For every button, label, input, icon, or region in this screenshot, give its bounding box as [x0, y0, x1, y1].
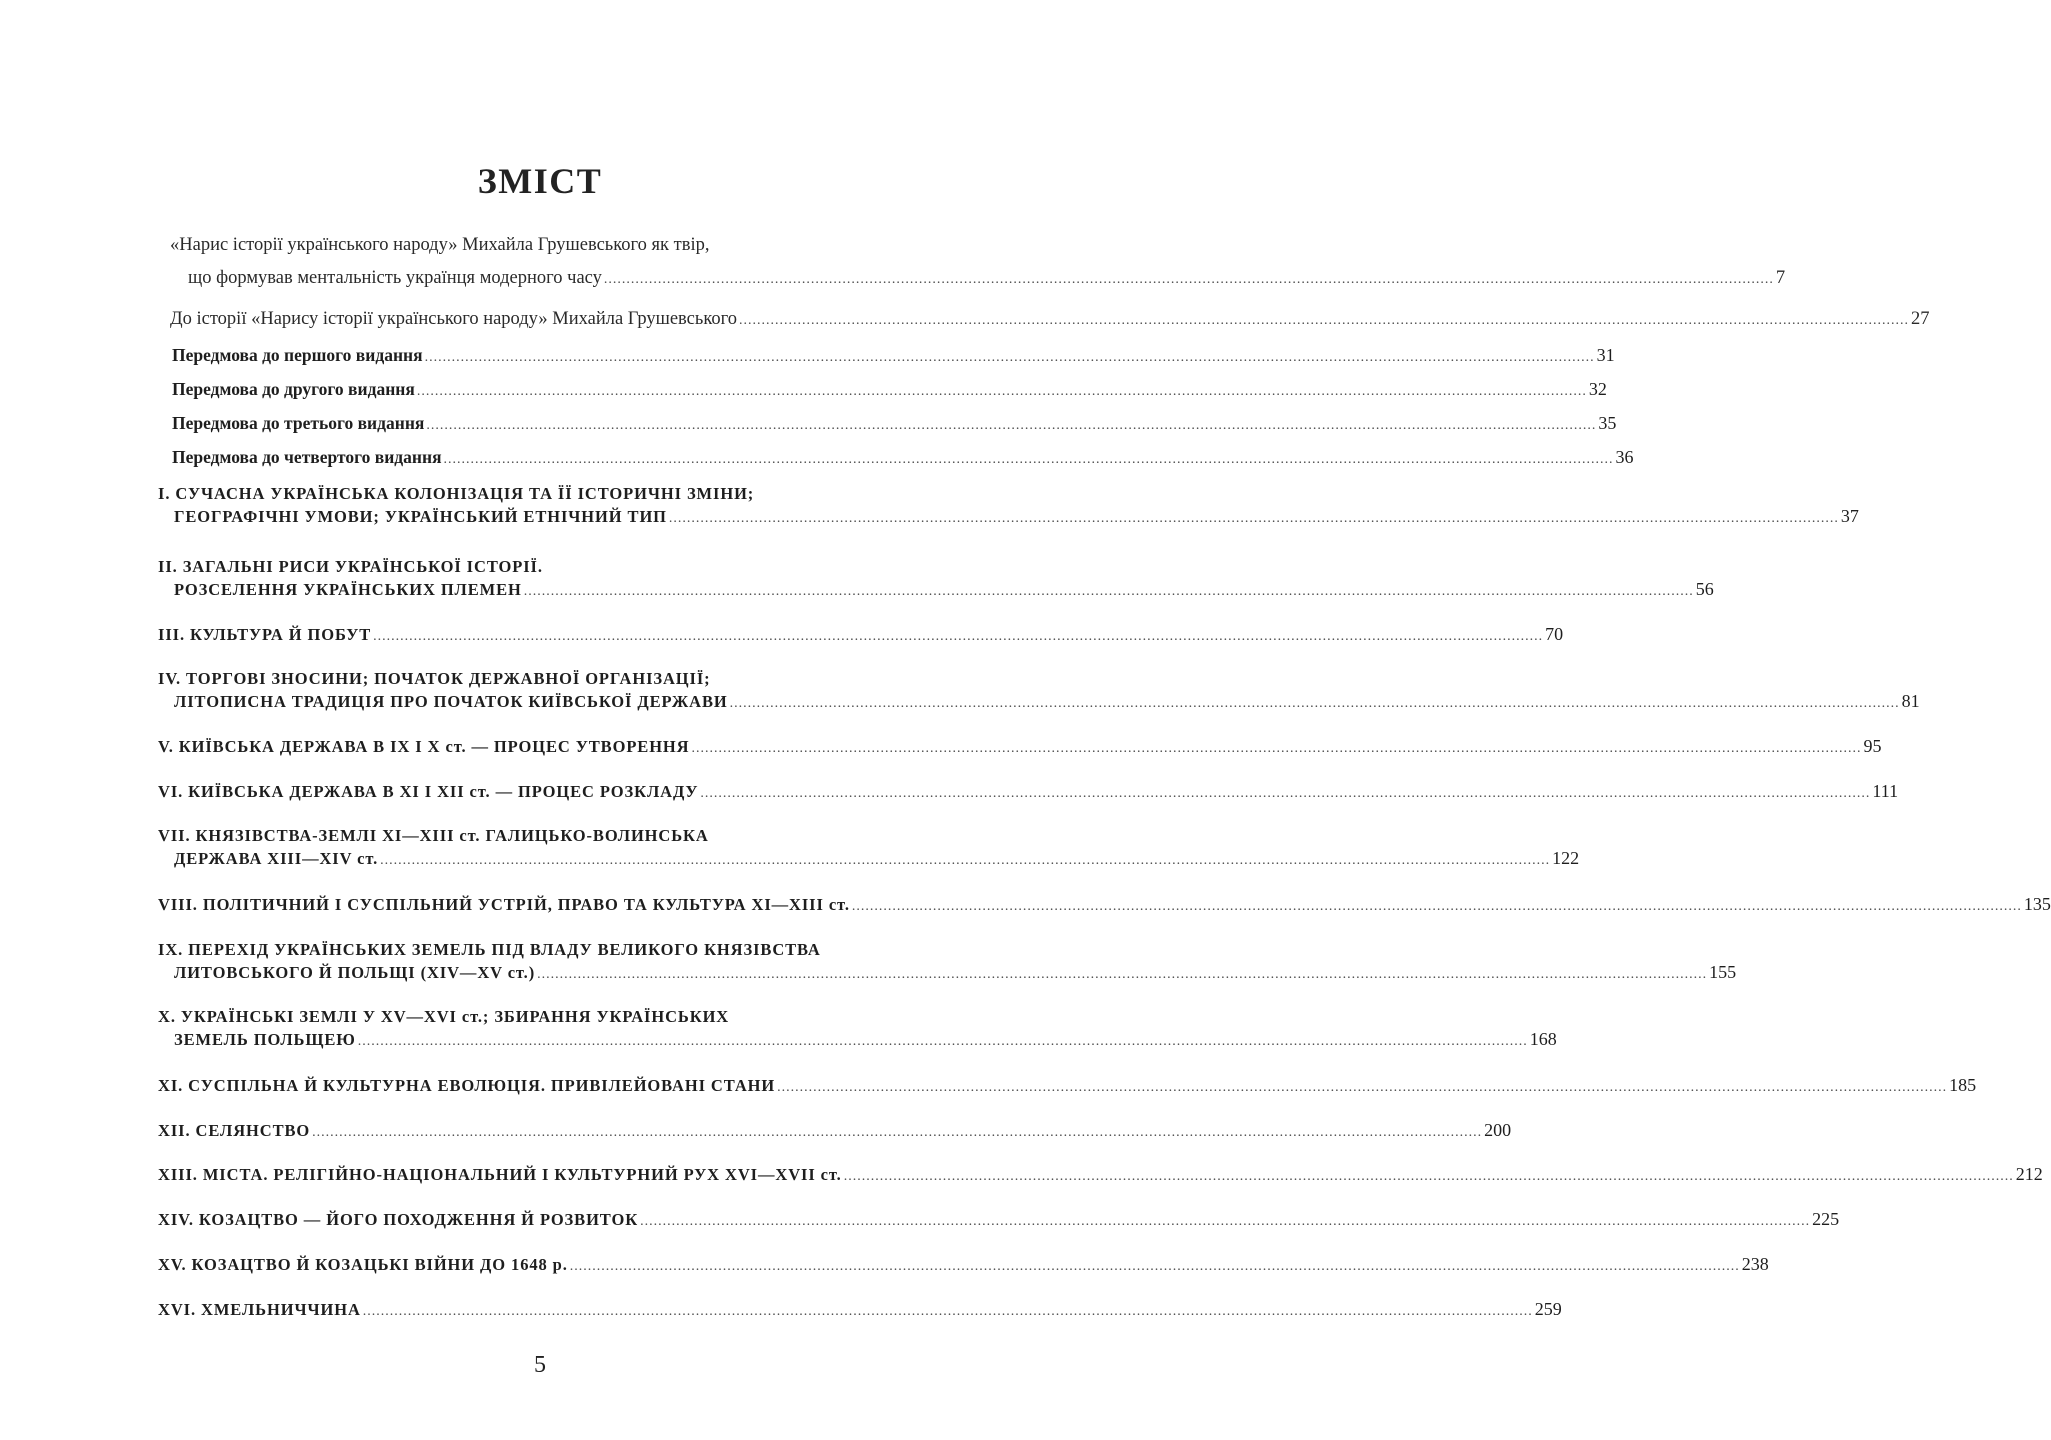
toc-page-number: 185 — [1949, 1075, 1977, 1095]
dot-leader — [380, 849, 1550, 872]
toc-entry[interactable] — [158, 482, 1859, 530]
toc-entry-last-line — [158, 735, 1882, 760]
toc-entry[interactable] — [158, 406, 1617, 443]
toc-entry-last-line — [158, 893, 2051, 918]
toc-entry[interactable] — [158, 780, 1899, 805]
toc-page-number: 27 — [1911, 309, 1930, 329]
dot-leader — [640, 1210, 1810, 1233]
dot-leader — [524, 580, 1694, 603]
toc-entry-last-line — [158, 623, 1564, 648]
toc-page-number: 7 — [1775, 268, 1786, 288]
toc-entry-line — [158, 1005, 904, 1028]
toc-entry-title: ЛІТОПИСНА ТРАДИЦІЯ ПРО ПОЧАТОК КИЇВСЬКОЇ ДЕРЖАВИ — [174, 692, 728, 711]
toc-entry-last-line — [158, 1119, 1512, 1144]
toc-entry-last-line — [158, 262, 1786, 296]
dot-leader — [358, 1030, 1528, 1053]
toc-entry[interactable] — [158, 440, 1634, 477]
toc-entry-title: X. УКРАЇНСЬКІ ЗЕМЛІ У XV—XVI ст.; ЗБИРАННЯ УКРАЇНСЬКИХ — [158, 1007, 730, 1026]
toc-entry[interactable] — [158, 938, 1737, 986]
toc-entry-title: XIV. КОЗАЦТВО — ЙОГО ПОХОДЖЕННЯ Й РОЗВИТОК — [158, 1210, 639, 1229]
toc-entry-title: III. КУЛЬТУРА Й ПОБУТ — [158, 625, 372, 644]
toc-entry-last-line — [158, 505, 1859, 530]
toc-entry-line — [158, 229, 904, 262]
toc-entry-title: IX. ПЕРЕХІД УКРАЇНСЬКИХ ЗЕМЕЛЬ ПІД ВЛАДУ ВЕЛИКОГО КНЯЗІВСТВА — [158, 940, 821, 959]
dot-leader — [604, 263, 1774, 296]
toc-entry-last-line — [158, 1163, 2043, 1188]
toc-entry-line — [158, 482, 904, 505]
toc-entry-title: VI. КИЇВСЬКА ДЕРЖАВА В XI І XII ст. — ПРОЦЕС РОЗКЛАДУ — [158, 782, 699, 801]
toc-entry-title: XIII. МІСТА. РЕЛІГІЙНО-НАЦІОНАЛЬНИЙ І КУЛЬТУРНИЙ РУХ XVI—XVII ст. — [158, 1165, 842, 1184]
dot-leader — [363, 1300, 1533, 1323]
toc-entry-title: V. КИЇВСЬКА ДЕРЖАВА В IX І X ст. — ПРОЦЕС УТВОРЕННЯ — [158, 737, 690, 756]
toc-entry[interactable] — [158, 1163, 2043, 1188]
toc-entry[interactable] — [158, 1005, 1557, 1053]
toc-entry-last-line — [158, 303, 1930, 337]
dot-leader — [417, 375, 1587, 409]
toc-entry-title: XI. СУСПІЛЬНА Й КУЛЬТУРНА ЕВОЛЮЦІЯ. ПРИВІЛЕЙОВАНІ СТАНИ — [158, 1076, 776, 1095]
dot-leader — [691, 737, 1861, 760]
toc-entry-line — [158, 555, 904, 578]
toc-entry-last-line — [158, 1028, 1557, 1053]
toc-entry-last-line — [158, 1253, 1769, 1278]
toc-entry-title: XVI. ХМЕЛЬНИЧЧИНА — [158, 1300, 361, 1319]
toc-entry-title: XII. СЕЛЯНСТВО — [158, 1121, 311, 1140]
toc-entry-title: II. ЗАГАЛЬНІ РИСИ УКРАЇНСЬКОЇ ІСТОРІЇ. — [158, 557, 543, 576]
toc-entry[interactable] — [158, 1208, 1840, 1233]
toc-entry-title: Передмова до третього видання — [172, 413, 425, 433]
toc-page-number: 56 — [1695, 579, 1714, 599]
toc-page-number: 70 — [1545, 624, 1564, 644]
toc-entry-title: ГЕОГРАФІЧНІ УМОВИ; УКРАЇНСЬКИЙ ЕТНІЧНИЙ ТИП — [174, 507, 667, 526]
toc-page-number: 238 — [1741, 1254, 1769, 1274]
toc-entry[interactable] — [158, 1298, 1562, 1323]
toc-entry-last-line — [158, 1298, 1562, 1323]
toc-entry-title: I. СУЧАСНА УКРАЇНСЬКА КОЛОНІЗАЦІЯ ТА ЇЇ ІСТОРИЧНІ ЗМІНИ; — [158, 484, 755, 503]
toc-page-number: 122 — [1552, 848, 1580, 868]
toc-entry-title: IV. ТОРГОВІ ЗНОСИНИ; ПОЧАТОК ДЕРЖАВНОЇ ОРГАНІЗАЦІЇ; — [158, 669, 711, 688]
toc-page-number: 111 — [1872, 781, 1899, 801]
toc-entry[interactable] — [158, 735, 1882, 760]
dot-leader — [444, 443, 1614, 477]
toc-entry-line — [158, 938, 904, 961]
toc-entry-last-line — [158, 690, 1920, 715]
toc-entry[interactable] — [158, 372, 1607, 409]
dot-leader — [426, 409, 1596, 443]
toc-entry-last-line — [158, 847, 1580, 872]
toc-page-number: 32 — [1588, 379, 1607, 399]
page-number: 5 — [534, 1352, 546, 1378]
toc-page-number: 36 — [1615, 447, 1634, 467]
toc-entry-title: ЗЕМЕЛЬ ПОЛЬЩЕЮ — [174, 1030, 356, 1049]
dot-leader — [312, 1121, 1482, 1144]
toc-entry-last-line — [158, 406, 1617, 443]
toc-page-number: 37 — [1840, 506, 1859, 526]
toc-entry-title: Передмова до четвертого видання — [172, 447, 442, 467]
toc-entry-title: ДЕРЖАВА XIII—XIV ст. — [174, 849, 379, 868]
dot-leader — [373, 625, 1543, 648]
toc-page-number: 212 — [2015, 1164, 2043, 1184]
dot-leader — [777, 1076, 1947, 1099]
toc-entry-last-line — [158, 440, 1634, 477]
dot-leader — [730, 692, 1900, 715]
toc-entry-line — [158, 667, 904, 690]
toc-entry-title: До історії «Нарису історії українського народу» Михайла Грушевського — [170, 309, 737, 329]
toc-entry-title: Передмова до першого видання — [172, 345, 423, 365]
toc-entry-last-line — [158, 372, 1607, 409]
dot-leader — [669, 507, 1839, 530]
toc-page-number: 31 — [1596, 345, 1615, 365]
toc-page-number: 259 — [1534, 1299, 1562, 1319]
toc-entry[interactable] — [158, 1074, 1977, 1099]
toc-page-number: 200 — [1484, 1120, 1512, 1140]
toc-entry-last-line — [158, 1074, 1977, 1099]
toc-entry-last-line — [158, 338, 1615, 375]
toc-entry-title: ЛИТОВСЬКОГО Й ПОЛЬЩІ (XIV—XV ст.) — [174, 963, 536, 982]
toc-entry[interactable] — [158, 303, 1930, 337]
toc-page-number: 81 — [1901, 691, 1920, 711]
toc-page-number: 135 — [2023, 894, 2051, 914]
dot-leader — [700, 782, 1870, 805]
page-title: ЗМІСТ — [477, 161, 603, 201]
toc-page-number: 225 — [1812, 1209, 1840, 1229]
toc-page-number: 95 — [1863, 736, 1882, 756]
toc-entry[interactable] — [158, 667, 1920, 715]
toc-entry-title: VII. КНЯЗІВСТВА-ЗЕМЛІ XI—XIII ст. ГАЛИЦЬКО-ВОЛИНСЬКА — [158, 826, 709, 845]
toc-entry-title: VIII. ПОЛІТИЧНИЙ І СУСПІЛЬНИЙ УСТРІЙ, ПРАВО ТА КУЛЬТУРА XI—XIII ст. — [158, 895, 850, 914]
dot-leader — [739, 304, 1909, 337]
toc-entry[interactable] — [158, 338, 1615, 375]
toc-entry-title: «Нарис історії українського народу» Михайла Грушевського як твір, — [170, 235, 710, 255]
dot-leader — [844, 1165, 2014, 1188]
toc-entry-line — [158, 824, 904, 847]
toc-entry-title: Передмова до другого видання — [172, 379, 415, 399]
toc-entry-last-line — [158, 1208, 1840, 1233]
dot-leader — [570, 1255, 1740, 1278]
dot-leader — [425, 341, 1595, 375]
toc-entry-last-line — [158, 780, 1899, 805]
toc-entry[interactable] — [158, 229, 1786, 296]
toc-entry-last-line — [158, 578, 1714, 603]
toc-entry-title: РОЗСЕЛЕННЯ УКРАЇНСЬКИХ ПЛЕМЕН — [174, 580, 522, 599]
toc-entry[interactable] — [158, 555, 1714, 603]
toc-entry-title: що формував ментальність українця модерного часу — [188, 268, 602, 288]
toc-entry-title: XV. КОЗАЦТВО Й КОЗАЦЬКІ ВІЙНИ ДО 1648 р. — [158, 1255, 568, 1274]
toc-page-number: 155 — [1709, 962, 1737, 982]
toc-page-number: 168 — [1529, 1029, 1557, 1049]
toc-entry-last-line — [158, 961, 1737, 986]
toc-entry[interactable] — [158, 1253, 1769, 1278]
toc-entry[interactable] — [158, 893, 2051, 918]
toc-entry[interactable] — [158, 824, 1580, 872]
dot-leader — [852, 895, 2022, 918]
dot-leader — [537, 963, 1707, 986]
toc-entry[interactable] — [158, 1119, 1512, 1144]
toc-entry[interactable] — [158, 623, 1564, 648]
toc-page-number: 35 — [1598, 413, 1617, 433]
